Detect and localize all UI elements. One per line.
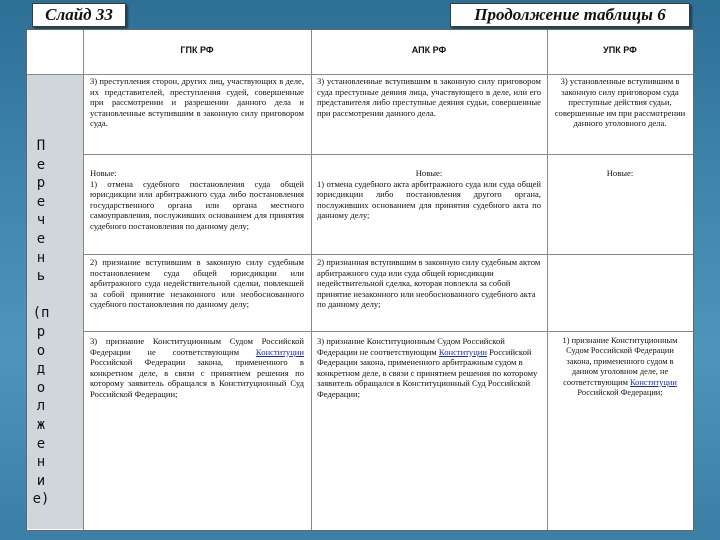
comparison-table: [26, 29, 694, 531]
cell-gpk-row4: [90, 336, 304, 446]
cell-apk-row2: [317, 168, 541, 252]
cell-apk-row3: 2) признанная вступившим в законную силу судебным актом арбитражного суда или суда общей юрисдикции недействительной сделка, которая повлекла за собой принятие незаконного или необоснованного судебного акта по данному делу;: [317, 257, 541, 309]
cell-text: 3) признание Конституционным Судом Российской Федерации не соответствующим: [317, 336, 505, 357]
cell-text: 1) признание Конституционным Судом Российской Федерации закона, примененного судом в данном уголовном деле, не соответствующим: [562, 336, 678, 387]
constitution-link[interactable]: Конституции: [438, 346, 487, 357]
cell-text: Российской Федерации закона, примененного арбитражным судом в конкретном деле, в связи с принятием решения по которому заявитель обращался в Конституционный Суд Российской Федерации;: [317, 346, 538, 399]
constitution-link[interactable]: Конституции: [255, 346, 304, 357]
cell-gpk-row3: 2) признание вступившим в законную силу судебным постановлением суда общей юрисдикции или арбитражного суда недействительной сделки, повлекшей за собой принятие незаконного или необоснованного судебного постановления по данному делу;: [90, 257, 304, 309]
cell-apk-row4: [317, 336, 541, 446]
side-label-cell: [27, 75, 83, 529]
row-divider: [27, 74, 693, 75]
column-header-apk: АПК РФ: [411, 45, 447, 55]
cell-gpk-row1: 3) преступления сторон, других лиц, участвующих в деле, их представителей, преступления судей, совершенные при рассмотрении и разрешении данного дела и установленные вступившим в законную силу приговором суда.: [90, 76, 304, 128]
slide-title: Продолжение таблицы 6: [450, 3, 690, 27]
cell-text: 1) отмена судебного постановления суда общей юрисдикции или арбитражного суда либо постановления государственного органа или органа местного самоуправления, послуживших основанием для принятия судебного постановления по данному делу;: [90, 178, 304, 231]
row-divider: [83, 331, 693, 332]
cell-gpk-row2: [90, 168, 304, 252]
column-divider: [547, 30, 548, 530]
row-divider: [83, 154, 693, 155]
cell-heading: Новые:: [90, 168, 117, 178]
cell-upk-row4: [553, 336, 687, 446]
cell-text: 1) отмена судебного акта арбитражного суда или суда общей юрисдикции либо постановления другого органа, послуживших основанием для принятия судебного акта по данному делу;: [317, 178, 541, 220]
side-label-text: П е р е ч е н ь (п р о д о л ж е н и е): [32, 138, 50, 508]
column-divider: [83, 30, 84, 530]
cell-text: Российской Федерации закона, примененного в конкретном деле, в связи с принятием решения по которому заявитель обращался в Конституционный Суд Российской Федерации;: [90, 357, 304, 399]
cell-text: Российской Федерации;: [577, 388, 663, 398]
cell-upk-row2: Новые:: [606, 168, 634, 178]
cell-upk-row1: 3) установленные вступившим в законную силу приговором суда преступные действия судьи, совершенные им при рассмотрении данного уголовного дела.: [554, 76, 686, 128]
column-header-gpk: ГПК РФ: [180, 45, 214, 55]
column-header-upk: УПК РФ: [603, 45, 637, 55]
slide-number-label: Слайд 33: [32, 3, 126, 27]
row-divider: [83, 254, 693, 255]
cell-text: 3) признание Конституционным Судом Российской Федерации не соответствующим: [90, 336, 304, 357]
column-divider: [311, 30, 312, 530]
cell-apk-row1: 3) установленные вступившим в законную силу приговором суда преступные деяния лица, участвующего в деле, или его представителя либо преступные деяния судьи, совершенные при рассмотрении данного дела.: [317, 76, 541, 118]
cell-heading: Новые:: [415, 168, 443, 178]
constitution-link[interactable]: Конституции: [629, 377, 677, 387]
